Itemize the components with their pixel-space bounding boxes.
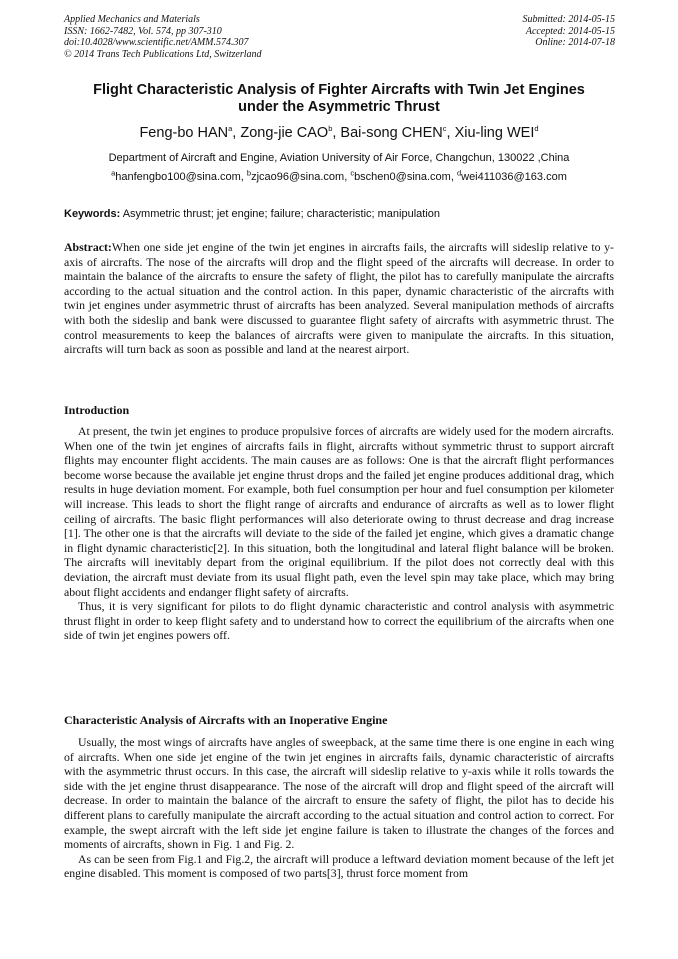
section-heading-introduction: Introduction (64, 403, 130, 417)
title-line-2: under the Asymmetric Thrust (238, 99, 440, 115)
abstract (64, 240, 614, 357)
accepted-date: Accepted: 2014-05-15 (525, 25, 615, 37)
keywords (64, 207, 440, 221)
introduction-body (64, 424, 614, 643)
section-heading-characteristic-analysis: Characteristic Analysis of Aircrafts with an Inoperative Engine (64, 713, 388, 727)
author: Xiu-ling WEI$^d$ (454, 124, 539, 141)
keywords-text: Asymmetric thrust; jet engine; failure; characteristic; manipulation (122, 208, 441, 220)
author: Bai-song CHEN$^c$, (340, 124, 455, 141)
journal-name: Applied Mechanics and Materials (64, 14, 200, 25)
email: $^a$hanfengbo100@sina.com, (111, 168, 247, 183)
paragraph: As can be seen from Fig.1 and Fig.2, the aircraft will produce a leftward deviation moment because of the left jet engine disabled. This moment is composed of two parts[3], thrust force moment from (64, 851, 614, 881)
email: $^c$bschen0@sina.com, (350, 168, 457, 183)
online-date: Online: 2014-07-18 (535, 37, 615, 48)
copyright: © 2014 Trans Tech Publications Ltd, Switzerland (64, 48, 262, 60)
email: $^b$zjcao96@sina.com, (246, 168, 351, 183)
abstract-text: When one side jet engine of the twin jet engines in aircrafts fails, the aircrafts will sideslip relative to y-axis of aircrafts. The nose of the aircrafts will drop and the flight speed of the aircrafts will decrease. In order to maintain the balance of the aircrafts to ensure the safety of flight, the pilot has to carefully manipulate the aircrafts according to the actual situation and the control action. In this paper, dynamic characteristic of the aircrafts with twin jet engines under asymmetric thrust of aircrafts has been analyzed. Several manipulation methods of aircrafts with both the sideslip and bank were discussed to guarantee flight safety of aircrafts with asymmetric thrust. The control measurements to keep the balances of aircrafts were given to manipulate the aircrafts. In this situation, aircrafts will turn back as soon as possible and land at the nearest airport. (64, 240, 614, 357)
author: Zong-jie CAO$^b$, (240, 124, 341, 141)
paper-title (60, 82, 618, 116)
email: $^d$wei411036@163.com (456, 168, 567, 183)
paragraph: At present, the twin jet engines to produce propulsive forces of aircrafts are widely used for the modern aircrafts. When one of the twin jet engines of aircrafts fails in flight, aircrafts without symmetric thrust to support aircraft flights may encounter flight accidents. The main causes are as follows: One is that the aircraft flight performances become worse because the available jet engine thrust drops and the failed jet engine produces additional drag, which results in huge deviation moment. For example, both fuel consumption per hour and fuel consumption per kilometer will increase. This leads to short the flight range of aircrafts and endurance of aircrafts as well as to lower flight ceiling of aircrafts. The basic flight performances will also deteriorate owing to thrust decrease and drag increase [1]. The other one is that the aircrafts will deviate to the side of the failed jet engine, which gives a dramatic change in flight dynamic characteristic[2]. In this situation, both the longitudinal and lateral flight balance will be broken. The aircrafts will inevitably depart from the original equilibrium. If the pilot does not correctly deal with this deviation, the aircraft must deviate from its usual flight path, even the level spin may take place, which may bring about flight accidents and endanger flight safety of aircrafts. (64, 424, 614, 599)
title-line-1: Flight Characteristic Analysis of Fighter Aircrafts with Twin Jet Engines (93, 82, 585, 98)
paragraph: Thus, it is very significant for pilots to do flight dynamic characteristic and control analysis with asymmetric thrust flight in order to keep flight safety and to understand how to correct the equilibrium of the aircrafts when one side of twin jet engines powers off. (64, 599, 614, 643)
author: Feng-bo HAN$^a$, (139, 124, 241, 141)
characteristic-analysis-body (64, 735, 614, 881)
author-emails (40, 170, 638, 184)
journal-info (64, 14, 262, 60)
submitted-date: Submitted: 2014-05-15 (522, 14, 615, 25)
dates-info (523, 14, 616, 49)
authors (60, 124, 618, 142)
abstract-label: Abstract: (64, 240, 112, 254)
keywords-label: Keywords: (64, 208, 121, 220)
issn: ISSN: 1662-7482, Vol. 574, pp 307-310 (64, 25, 222, 37)
affiliation: Department of Aircraft and Engine, Aviation University of Air Force, Changchun, 130022 ,China (108, 152, 570, 164)
paragraph: Usually, the most wings of aircrafts have angles of sweepback, at the same time there is one engine in each wing of aircrafts. When one side jet engine of the twin jet engines in aircrafts fails, dynamic characteristic of aircrafts with the asymmetric thrust occurs. In this case, the aircraft will sideslip relative to y-axis while it rolls towards the side with the jet engine thrust disappearance. The nose of the aircraft will drop and flight speed of the aircraft will decrease. In order to maintain the balance of the aircraft to ensure the safety of flight, the pilot has to decide his different plans to carefully manipulate the aircraft according to the actual situation and control action to correct. For example, the swept aircraft with the left side jet engine failure is taken to illustrate the changes of the forces and moments of aircrafts, shown in Fig. 1 and Fig. 2. (64, 735, 614, 852)
doi: doi:10.4028/www.scientific.net/AMM.574.307 (64, 37, 249, 48)
